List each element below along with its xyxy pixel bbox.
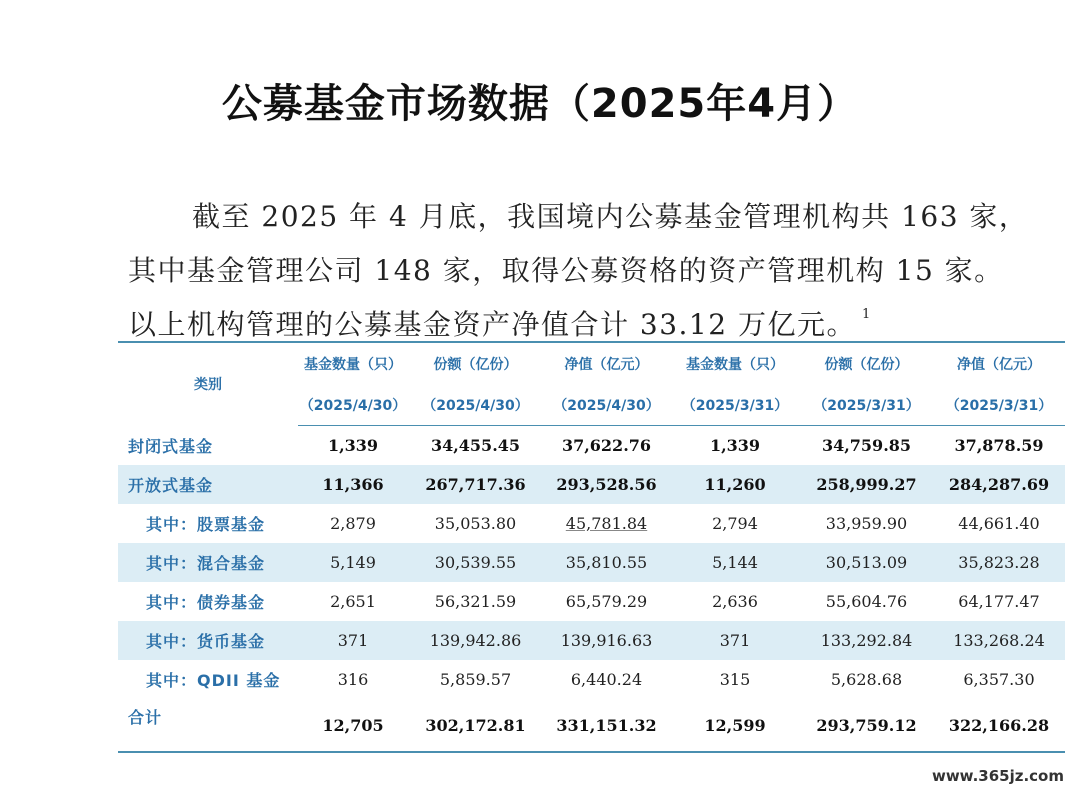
table-cell: 65,579.29 — [565, 592, 648, 611]
summary-line-2: 其中基金管理公司 148 家，取得公募资格的资产管理机构 15 家。 — [128, 254, 1004, 287]
summary-line-1: 截至 2025 年 4 月底，我国境内公募基金管理机构共 163 家， — [192, 200, 1029, 233]
table-cell: 331,151.32 — [556, 715, 657, 735]
table-cell: 30,513.09 — [800, 543, 933, 582]
table-cell: 11,366 — [298, 465, 408, 504]
summary-paragraph — [128, 190, 1028, 352]
row-label: 封闭式基金 — [128, 436, 214, 456]
column-date: （2025/4/30） — [543, 384, 670, 426]
page-title: 公募基金市场数据（2025年4月） — [221, 81, 859, 127]
column-date: （2025/3/31） — [670, 384, 800, 426]
column-header: 净值（亿元） — [564, 356, 649, 373]
table-cell: 293,759.12 — [816, 715, 917, 735]
table-cell: 37,878.59 — [954, 436, 1044, 455]
table-row — [118, 621, 1065, 660]
table-cell: 293,528.56 — [543, 465, 670, 504]
table-cell: 371 — [670, 621, 800, 660]
table-cell: 6,357.30 — [963, 670, 1035, 689]
table-cell: 35,823.28 — [933, 543, 1065, 582]
table-cell: 322,166.28 — [948, 715, 1050, 735]
column-header: 净值（亿元） — [957, 356, 1041, 373]
column-header: 份额（亿份） — [824, 356, 909, 373]
column-date: （2025/4/30） — [298, 384, 408, 426]
row-label: 其中：混合基金 — [118, 543, 298, 582]
table-cell: 34,759.85 — [821, 436, 912, 455]
table-cell: 64,177.47 — [958, 592, 1040, 611]
table-row — [118, 660, 1065, 699]
category-header: 类别 — [194, 377, 222, 394]
table-cell: 5,149 — [298, 543, 408, 582]
table-cell: 34,455.45 — [430, 436, 521, 455]
table-cell: 33,959.90 — [825, 514, 908, 533]
table-row — [118, 504, 1065, 543]
summary-line-3: 以上机构管理的公募基金资产净值合计 33.12 万亿元。 — [128, 308, 856, 341]
row-label: 其中：货币基金 — [118, 621, 298, 660]
column-header: 基金数量（只） — [304, 356, 402, 373]
table-cell — [543, 504, 670, 543]
table-row-total — [118, 699, 1065, 752]
table-cell: 11,260 — [670, 465, 800, 504]
column-date: （2025/3/31） — [933, 384, 1065, 426]
table-cell: 5,628.68 — [830, 670, 903, 689]
table-cell: 6,440.24 — [570, 670, 643, 689]
table-cell: 35,053.80 — [434, 514, 517, 533]
site-watermark: www.365jz.com — [928, 765, 1068, 787]
column-date: （2025/3/31） — [800, 384, 933, 426]
column-header: 份额（亿份） — [433, 356, 518, 373]
table-cell: 2,651 — [330, 592, 376, 611]
column-header: 基金数量（只） — [686, 356, 784, 373]
table-cell: 55,604.76 — [825, 592, 908, 611]
table-cell: 56,321.59 — [434, 592, 517, 611]
row-label: 开放式基金 — [118, 465, 298, 504]
row-label: 其中：债券基金 — [146, 593, 266, 612]
table-cell: 133,268.24 — [933, 621, 1065, 660]
table-cell: 139,942.86 — [408, 621, 543, 660]
table-cell: 302,172.81 — [425, 715, 526, 735]
table-row — [118, 543, 1065, 582]
table-row — [118, 465, 1065, 504]
table-cell: 2,879 — [330, 514, 376, 533]
table-cell: 284,287.69 — [933, 465, 1065, 504]
table-cell: 371 — [298, 621, 408, 660]
table-cell: 44,661.40 — [958, 514, 1040, 533]
underlined-value: 45,781.84 — [565, 514, 648, 533]
table-cell: 5,144 — [670, 543, 800, 582]
table-cell: 267,717.36 — [408, 465, 543, 504]
table-cell: 12,599 — [704, 715, 766, 735]
row-label: 合计 — [128, 708, 163, 727]
table-row — [118, 426, 1065, 466]
table-cell: 30,539.55 — [408, 543, 543, 582]
table-cell: 1,339 — [709, 436, 761, 455]
row-label: 其中：股票基金 — [146, 515, 266, 534]
header-row-names — [118, 342, 1065, 384]
table-cell: 315 — [719, 670, 751, 689]
table-cell: 12,705 — [322, 715, 384, 735]
table-cell: 2,636 — [712, 592, 758, 611]
table-cell: 2,794 — [712, 514, 758, 533]
footnote-marker[interactable]: 1 — [861, 307, 872, 322]
table-cell: 139,916.63 — [543, 621, 670, 660]
table-cell: 258,999.27 — [800, 465, 933, 504]
fund-data-table — [118, 341, 1065, 753]
column-date: （2025/4/30） — [408, 384, 543, 426]
table-cell: 37,622.76 — [561, 436, 652, 455]
table-cell: 133,292.84 — [800, 621, 933, 660]
table-row — [118, 582, 1065, 621]
table-cell: 316 — [337, 670, 369, 689]
table-cell: 5,859.57 — [439, 670, 512, 689]
table-cell: 35,810.55 — [543, 543, 670, 582]
row-label: 其中：QDII 基金 — [146, 671, 281, 690]
table-cell: 1,339 — [327, 436, 379, 455]
